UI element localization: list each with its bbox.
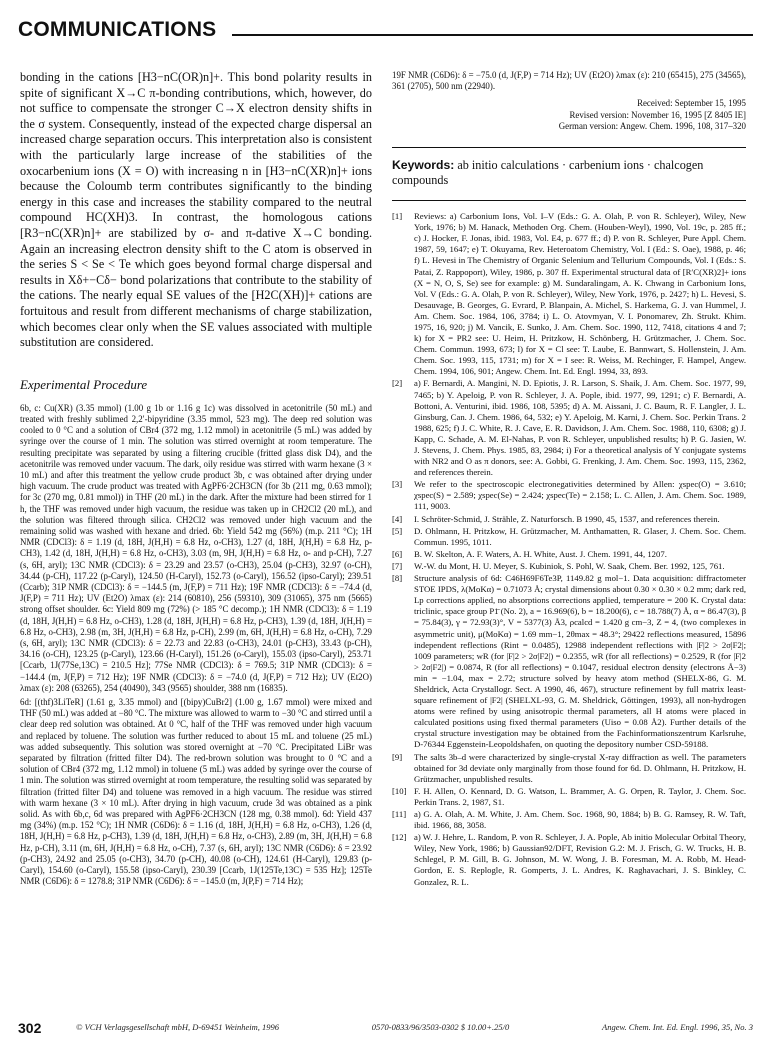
- reference-number: [6]: [392, 548, 403, 559]
- reference-item: [392, 514, 746, 525]
- reference-number: [2]: [392, 378, 403, 389]
- reference-text: Reviews: a) Carbonium Ions, Vol. I–V (Eds.: G. A. Olah, P. von R. Schleyer), Wiley, New York, 1976; b) M. Hanack, Methoden Org. Chem. (Houben-Weyl), 1990, Vol. 19c, p. 285 ff.; c) J. Hocker, F. Jonas, ibid. 1983, Vol. E4, p. 677 ff.; d) P. von R. Schleyer, Pure Appl. Chem. 1987, 59, 1647; e) T. Okuyama, Rev. Heteroatom Chemistry, Vol. I (Ed.: S. Oae), 1988, p. 46; f) L. Hevesi in The Chemistry of Organic Selenium and Tellurium Compounds, Vol. I (Eds.: S. Patai, Z. Rappoport), Wiley, 1986, p. 307 ff. Experimental structural data of [R′C(XR)2]+ ions (X = N, O, S, Se) see for example: g) M. Sundaralingam, A. K. Chwang in Carbonium Ions, Vol. V (Eds.: G. A. Olah, P. von R. Schleyer), Wiley, New York, 1976, p. 2427; h) L. Hevesi, S. Desauvage, B. Georges, G. Evrard, P. Blanpain, A. Michel, S. Harkema, G. J. van Hummel, J. Am. Chem. Soc. 1984, 106, 3784; i) L. O. Atovmyan, V. I. Ponomarev, Zh. Strukt. Khim. 1975, 16, 920; j) M. Vancik, E. Sunko, J. Am. Chem. Soc. 1990, 112, 7418, citations 4 and 7; k) for X = PR2 see: U. Heim, H. Pritzkow, H. Schönberg, H. Grützmacher, J. Chem. Soc. Chem. Commun. 1993, 673; l) for X = Cl see: T. Laube, E. Bannwart, S. Hollenstein, J. Am. Chem. Soc. 1993, 115, 1731; m) for X = I see: R. Weiss, M. Rechinger, F. Hampel, Angew. Chem. 1994, 106, 901; Angew. Chem. Int. Ed. Engl. 1994, 33, 893.: [414, 211, 746, 377]
- reference-item: [392, 378, 746, 478]
- keywords-line: [392, 158, 746, 188]
- reference-text: We refer to the spectroscopic electronegativities determined by Allen: χspec(O) = 3.610; χspec(S) = 2.589; χspec(Se) = 2.424; χspec(Te) = 2.158; L. C. Allen, J. Am. Chem. Soc. 1989, 111, 9003.: [414, 479, 746, 512]
- reference-item: [392, 809, 746, 831]
- keywords-text: ab initio calculations · carbenium ions · chalcogen compounds: [392, 157, 704, 187]
- journal-citation: Angew. Chem. Int. Ed. Engl. 1996, 35, No. 3: [602, 1022, 753, 1032]
- reference-text: a) G. A. Olah, A. M. White, J. Am. Chem. Soc. 1968, 90, 1884; b) B. G. Ramsey, R. W. Taft, ibid. 1966, 88, 3058.: [414, 809, 746, 831]
- reference-text: Structure analysis of 6d: C46H69F6Te3P, 1149.82 g mol−1. Data acquisition: diffractometer STOE IPDS, λ(MoKα) = 0.71073 Å; crystal dimensions about 0.30 × 0.30 × 0.2 mm; dark red, Lp corrections applied, no absorptions corrections applied, temperature = 200 K. Crystal data: triclinic, space group P1̄ (No. 2), a = 16.969(6), b = 18.200(6), c = 18.788(7) Å, α = 86.47(3), β = 75.84(3), γ = 72.93(3)°, V = 5377(3) Å3, ρcalcd = 1.420 g cm−3, Z = 4, (two complexes in asymmetric unit), μ(MoKα) = 1.69 mm−1, 2θmax = 48.3°; 29422 reflections measured, 15896 independent reflections (Rint = 0.0485), 12988 independent reflections with |F|2 > 2σ|F2|; 1009 parameters; wR (for |F|2 > 2σ|F2|) = 0.2355, wR (for all reflections) = 0.2529, R (for |F|2 > 2σ|F2|) = 0.0874, R (for all reflections) = 0.1047, residual electron density (electrons Å−3) min = −1.04, max = 2.72; structure solved by heavy atom method (SHELX-86, G. M. Sheldrick, Acta Crystallogr. Sect. A 1990, 46, 467), structure refinement by full matrix least-square refinement of |F2| (SHELXL-93, G. M. Sheldrick, Göttingen, 1993), all non-hydrogen atoms were refined by using anisotropic thermal parameters, all H atoms were placed in calculated positions using fixed thermal parameters (Uiso = 0.08 Å2). Further details of the crystal structure investigation may be obtained from the Fachinformationszentrum Karlsruhe, D-76344 Eggenstein-Leopoldshafen, on quoting the depository number CSD-59188.: [414, 573, 746, 750]
- received-dates: [392, 98, 746, 132]
- reference-text: D. Ohlmann, H. Pritzkow, H. Grützmacher, M. Anthamatten, R. Glaser, J. Chem. Soc. Chem. Commun. 1995, 1011.: [414, 525, 746, 547]
- page-number: 302: [18, 1020, 42, 1036]
- reference-item: [392, 573, 746, 751]
- experimental-heading: Experimental Procedure: [20, 376, 148, 392]
- reference-text: a) W. J. Hehre, L. Random, P. von R. Schleyer, J. A. Pople, Ab initio Molecular Orbital Theory, Wiley, New York, 1986; b) Gaussian92/DFT, Revision G.2: M. J. Frisch, G. W. Trucks, H. B. Schlegel, P. M. Gill, B. G. Johnson, M. W. Wong, J. B. Foresman, M. A. Robb, M. Head-Gordon, E. S. Replogle, R. Gomperts, J. L. Andres, K. Raghavachari, J. S. Binkley, C. Gonzalez, R. L.: [414, 832, 746, 887]
- reference-text: I. Schröter-Schmid, J. Strähle, Z. Naturforsch. B 1990, 45, 1537, and references therein.: [414, 513, 720, 524]
- section-title: COMMUNICATIONS: [18, 18, 217, 41]
- reference-item: [392, 752, 746, 785]
- header-rule: [232, 34, 753, 36]
- german-version: German version: Angew. Chem. 1996, 108, 317–320: [558, 121, 746, 132]
- reference-number: [4]: [392, 513, 403, 524]
- price-code: 0570-0833/96/3503-0302 $ 10.00+.25/0: [371, 1022, 510, 1032]
- publisher-line: © VCH Verlagsgesellschaft mbH, D-69451 Weinheim, 1996: [76, 1022, 280, 1032]
- left-column: [20, 70, 372, 890]
- reference-text: W.-W. du Mont, H. U. Meyer, S. Kubiniok, S. Pohl, W. Saak, Chem. Ber. 1992, 125, 761.: [414, 560, 725, 571]
- reference-text: a) F. Bernardi, A. Mangini, N. D. Epiotis, J. R. Larson, S. Shaik, J. Am. Chem. Soc. 1977, 99, 7465; b) Y. Apeloig, P. von R. Schleyer, J. A. Pople, ibid. 1977, 99, 1291; c) F. Bernardi, A. Bottoni, A. Venturini, ibid. 1986, 108, 5395; d) A. M. Aissani, J. C. Baum, R. F. Langler, J. L. Ginsburg, Can. J. Chem. 1986, 64, 532; e) Y. Apeloig, M. Karni, J. Chem. Soc. Perkin Trans. 2 1988, 625; f) J. C. White, R. J. Cave, E. R. Davidson, J. Am. Chem. Soc. 1988, 110, 6308; g) J. Kapp, C. Schade, A. M. El-Nahas, P. von R. Schleyer, unpublished results; h) P. G. Jasien, W. J. Stevens, J. Chem. Phys. 1985, 83, 2984; i) For a theoretical analysis of Y conjugate systems with NR2 and O as π donors, see: A. Gobbi, G. Frenking, J. Am. Chem. Soc. 1993, 115, 2362, and references therein.: [414, 378, 746, 478]
- reference-item: [392, 479, 746, 512]
- reference-number: [8]: [392, 573, 403, 584]
- reference-number: [9]: [392, 751, 403, 762]
- reference-item: [392, 786, 746, 808]
- reference-number: [11]: [392, 809, 407, 819]
- received-date: Received: September 15, 1995: [637, 98, 746, 109]
- reference-item: [392, 561, 746, 572]
- reference-item: [392, 549, 746, 560]
- keywords-label: Keywords:: [392, 157, 455, 172]
- reference-item: [392, 526, 746, 548]
- reference-number: [10]: [392, 785, 407, 796]
- page-header: [18, 18, 753, 44]
- reference-number: [3]: [392, 479, 403, 490]
- references-list: [392, 211, 746, 888]
- reference-number: [1]: [392, 211, 403, 222]
- reference-item: [392, 832, 746, 887]
- reference-number: [7]: [392, 560, 403, 571]
- reference-text: F. H. Allen, O. Kennard, D. G. Watson, L. Brammer, A. G. Orpen, R. Taylor, J. Chem. Soc. Perkin Trans. 2, 1987, S1.: [414, 785, 746, 807]
- experimental-paragraph-6d: 6d: [(thf)3LiTeR] (1.61 g, 3.35 mmol) and [(bipy)CuBr2] (1.00 g, 1.67 mmol) were mixed and THF (50 mL) was added at −80 °C. The mixture was allowed to warm to −30 °C and stirred until a clear deep red solution was obtained. At 0 °C, half of the THF was removed under high vacuum and replaced by toluene. The solution was further reduced to about 15 mL and toluene (25 mL) was added subsequently. This solution was stored overnight at −70 °C. Precipitated LiBr was separated by filtration (fritted filter D4). The red-brown solution was brought to 0 °C and a solution of CBr4 (372 mg, 1.12 mmol) in toluene (5 mL) was added by syringe over the course of 1 min. The solution was stirred overnight at room temperature, the resulting solid was separated by filtration (fritted filter D4) and toluene was removed in a high vacuum. The residue was stirred with warm hexane (3 × 10 mL). After drying in high vacuum, crude 3d was obtained as a pink solid. As with 6b,c, 6d was prepared with AgPF6·2CH3CN (128 mg, 0.38 mmol). 6d: Yield 437 mg (34%) (m.p. 152 °C); 1H NMR (C6D6): δ = 1.16 (d, 18H, J(H,H) = 6.8 Hz, o-CH3), 1.26 (d, 18H, J(H,H) = 6.8 Hz, p-CH3), 1.39 (d, 18H, J(H,H) = 6.8 Hz, o-CH3), 2.89 (m, 3H, J(H,H) = 6.8 Hz, p-CH), 3.11 (m, 6H, J(H,H) = 6.8 Hz, o-CH), 7.37 (s, 6H, aryl); 13C NMR (C6D6): δ = 23.92 (p-CH3), 24.92 and 25.05 (o-CH3), 34.70 (p-CH), 40.08 (o-CH), 124.61 (H-Caryl), 129.83 (p-Caryl), 154.60 (o-Caryl), 155.58 (ipso-Caryl), 230.39 [Ccarb, 1J(125Te,13C) = 535 Hz]; 125Te NMR (C6D6): δ = 1278.8; 31P NMR (C6D6): δ = −145.0 (m, J(P,F) = 714 Hz);: [20, 696, 372, 887]
- reference-number: [5]: [392, 525, 403, 536]
- intro-paragraph: bonding in the cations [H3−nC(OR)n]+. This bond polarity results in spite of significant X→C π-bonding contributions, which, however, do not suffice to compensate the stronger C→X electron density shifts in the σ system. Consequently, instead of the expected charge dispersal an increased charge separation occurs. This interpretation also is consistent with the particularly large increase of the stabilities of the oxocarbenium ions (X = O) with increasing n in [H3−nC(XR)n]+ ions because the Coloumb term contributes significantly to the binding energy in this case and increases the stability compared to the neutral compound HC(XH)3. In contrast, the homologous cations [R3−nC(XR)n]+ are stabilized by σ- and π-dative X→C bonding. Again an increasing electron density shift to the C atom is observed in the series S < Se < Te which goes beyond formal charge dispersal and results in Xδ+−Cδ− bond polarizations that contribute to the stability of the cations. The nearly equal SE values of the [H2C(XH)]+ cations are fortuitous and result from different mechanisms of charge stabilization, which becomes clear only when the SE values associated with multiple substitution are considered.: [20, 70, 372, 350]
- references-rule: [392, 200, 746, 201]
- reference-item: [392, 211, 746, 377]
- page-footer: [18, 1020, 753, 1036]
- reference-text: B. W. Skelton, A. F. Waters, A. H. White, Aust. J. Chem. 1991, 44, 1207.: [414, 548, 667, 559]
- reference-text: The salts 3b–d were characterized by single-crystal X-ray diffraction as well. The parameters obtained for 3d deviate only marginally from those found for 6d. D. Ohlmann, H. Pritzkow, H. Grützmacher, unpublished results.: [414, 751, 746, 784]
- right-column: [392, 70, 746, 889]
- fnmr-continuation: 19F NMR (C6D6): δ = −75.0 (d, J(F,P) = 714 Hz); UV (Et2O) λmax (ε): 210 (65415), 275 (34565), 361 (2705), 500 nm (22940).: [392, 70, 746, 92]
- revised-date: Revised version: November 16, 1995 [Z 8405 IE]: [569, 109, 746, 120]
- experimental-paragraph-6bc: 6b, c: Cu(XR) (3.35 mmol) (1.00 g 1b or 1.16 g 1c) was dissolved in acetonitrile (50 mL) and treated with freshly sublimed 2,2′-bipyridine (3.35 mmol, 523 mg). The deep red solution was cooled to 0 °C and a solution of CBr4 (372 mg, 1.12 mmol) in acetonitrile (5 mL) was added by syringe over the course of 1 min. The solution was stirred overnight at room temperature. The resulting precipitate was separated by using a filtering crucible (fritted glass disk D4), and the acetonitrile was removed under vacuum. The dark, oily residue was stirred with warm hexane (3 × 10 mL) and after this treatment the yellow crude product 3b, c was obtained after drying under high vacuum. The crude product was treated with AgPF6·2CH3CN (for 3b (211 mg, 0.63 mmol); for 3c (270 mg, 0.81 mmol)) in THF (20 mL) in the dark. After the mixture had been stirred for 1 h, the THF was removed under high vacuum, the residue was taken up in CH2Cl2 (20 mL), and the solution was filtered through silica. CH2Cl2 was removed under high vacuum and the remaining solid was washed with hexane and dried. 6b: Yield 542 mg (56%) (m.p. 211 °C); 1H NMR (CDCl3): δ = 1.19 (d, 18H, J(H,H) = 6.8 Hz, o-CH3), 1.27 (d, 18H, J(H,H) = 6.8 Hz, p-CH3), 1.42 (d, 18H, J(H,H) = 6.8 Hz, o-CH3), 3.03 (m, 9H, J(H,H) = 6.8 Hz, o- and p-CH), 7.27 (s, 6H, aryl); 13C NMR (CDCl3): δ = 23.29 and 23.57 (o-CH3), 25.04 (p-CH3), 32.97 (o-CH), 34.44 (p-CH), 117.22 (p-Caryl), 124.50 (H-Caryl), 152.73 (o-Caryl), 156.52 (ipso-Caryl); 239.51 (Ccarb); 31P NMR (CDCl3): δ = −144.5 (m, J(F,P) = 711 Hz); 19F NMR (CDCl3): δ = −74.4 (d, J(F,P) = 711 Hz); UV (Et2O) λmax (ε): 214 (60810), 256 (59310), 309 (31065), 375 nm (5665) strong offset shoulder. 6c: Yield 809 mg (72%) (> 185 °C decomp.); 1H NMR (CDCl3): δ = 1.19 (d, 18H, J(H,H) = 6.8 Hz, o-CH3), 1.28 (d, 18H, J(H,H) = 6.8 Hz, p-CH3), 1.39 (d, 18H, J(H,H) = 6.8 Hz, o-CH3), 2.98 (m, 3H, J(H,H) = 6.8 Hz, p-CH), 2.99 (m, 6H, J(H,H) = 6.8 Hz, o-CH), 7.29 (s, 6H, aryl); 13C NMR (CDCl3): δ = 22.73 and 22.83 (o-CH3), 24.01 (p-CH3), 33.43 (p-CH), 34.16 (o-CH), 123.25 (p-Caryl), 123.66 (H-Caryl), 151.26 (o-Caryl), 155.03 (ipso-Caryl), 253.71 [Ccarb, 1J(77Se,13C) = 210.5 Hz]; 77Se NMR (CDCl3): δ = 769.5; 31P NMR (CDCl3): δ = −144.4 (m, J(F,P) = 712 Hz); 19F NMR (CDCl3): δ = −74.0 (d, J(F,P) = 712 Hz); UV (Et2O) λmax (ε): 208 (63265), 254 (40490), 343 (9565) shoulder, 388 nm (16835).: [20, 402, 372, 693]
- reference-number: [12]: [392, 832, 407, 843]
- keywords-rule: [392, 147, 746, 148]
- footer-info: [76, 1022, 753, 1032]
